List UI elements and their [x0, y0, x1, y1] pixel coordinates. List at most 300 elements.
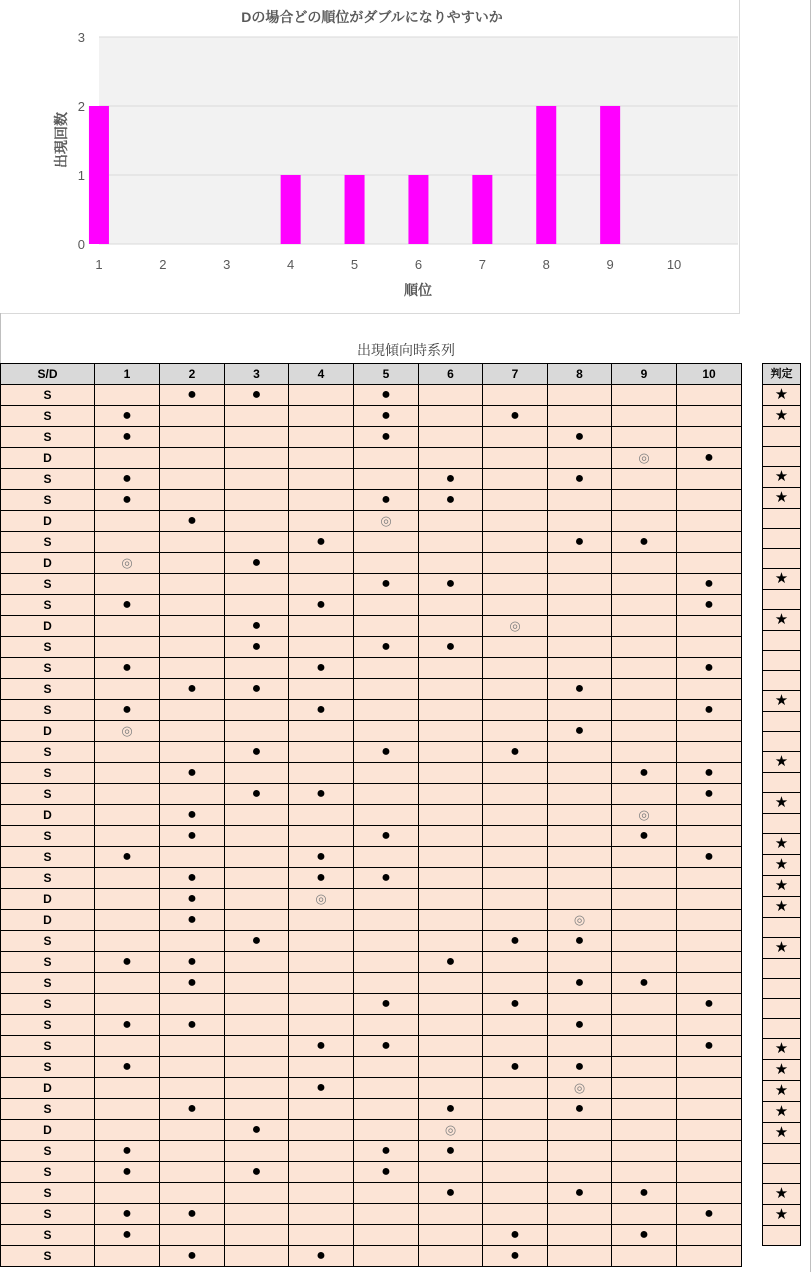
rank-cell: [548, 1246, 612, 1267]
rank-cell: [225, 973, 289, 994]
rank-cell: [548, 679, 612, 700]
rank-cell: [548, 763, 612, 784]
single-mark: ●: [122, 659, 132, 676]
rank-cell: [419, 742, 483, 763]
single-mark: ●: [122, 491, 132, 508]
rank-cell: [354, 847, 419, 868]
verdict-cell: ★: [763, 467, 801, 488]
rank-cell: [677, 427, 742, 448]
rank-cell: [612, 826, 677, 847]
header-rank-1: 1: [95, 364, 160, 385]
rank-cell: [289, 910, 354, 931]
single-mark: ●: [187, 806, 197, 823]
sd-cell: D: [1, 910, 95, 931]
table-row: [1, 973, 742, 994]
rank-cell: [95, 805, 160, 826]
verdict-cell: [763, 773, 801, 793]
rank-cell: [225, 931, 289, 952]
single-mark: ●: [381, 428, 391, 445]
rank-cell: [419, 658, 483, 679]
sd-cell: S: [1, 490, 95, 511]
rank-cell: [419, 994, 483, 1015]
rank-cell: [612, 637, 677, 658]
rank-cell: [95, 952, 160, 973]
rank-cell: [225, 1036, 289, 1057]
rank-cell: [548, 490, 612, 511]
header-sd: S/D: [1, 364, 95, 385]
rank-cell: [354, 721, 419, 742]
single-mark: ●: [187, 1205, 197, 1222]
rank-cell: [483, 910, 548, 931]
verdict-row: [763, 793, 801, 814]
rank-cell: [95, 763, 160, 784]
rank-cell: [160, 679, 225, 700]
verdict-row: [763, 959, 801, 979]
rank-cell: [677, 1225, 742, 1246]
single-mark: ●: [122, 428, 132, 445]
rank-cell: [95, 1141, 160, 1162]
rank-cell: [225, 385, 289, 406]
rank-cell: [483, 448, 548, 469]
single-mark: ●: [574, 932, 585, 949]
y-tick-label: 1: [77, 168, 85, 183]
rank-cell: [677, 1162, 742, 1183]
rank-cell: [160, 973, 225, 994]
rank-cell: [677, 784, 742, 805]
double-mark: ◎: [509, 618, 521, 633]
sd-cell: S: [1, 952, 95, 973]
verdict-cell: [763, 671, 801, 691]
rank-cell: [95, 658, 160, 679]
rank-cell: [548, 1120, 612, 1141]
rank-cell: [225, 406, 289, 427]
verdict-row: [763, 1144, 801, 1164]
verdict-row: [763, 509, 801, 529]
rank-cell: [677, 1204, 742, 1225]
rank-cell: [612, 1099, 677, 1120]
rank-cell: [483, 637, 548, 658]
rank-cell: [677, 952, 742, 973]
rank-cell: [483, 931, 548, 952]
single-mark: ●: [381, 638, 391, 655]
rank-cell: [419, 1204, 483, 1225]
rank-cell: [419, 868, 483, 889]
rank-cell: [483, 1162, 548, 1183]
verdict-row: [763, 1060, 801, 1081]
rank-cell: [95, 1204, 160, 1225]
single-mark: ●: [251, 743, 262, 760]
rank-cell: [548, 700, 612, 721]
rank-cell: [419, 700, 483, 721]
rank-cell: [289, 616, 354, 637]
verdict-row: [763, 1102, 801, 1123]
single-mark: ●: [445, 491, 456, 508]
single-mark: ●: [510, 1058, 520, 1075]
verdict-cell: [763, 590, 801, 610]
rank-cell: [548, 511, 612, 532]
table-row: [1, 616, 742, 637]
rank-cell: [483, 742, 548, 763]
rank-cell: [225, 742, 289, 763]
header-rank-8: 8: [548, 364, 612, 385]
rank-cell: [354, 616, 419, 637]
verdict-row: [763, 610, 801, 631]
rank-cell: [354, 826, 419, 847]
rank-cell: [225, 1078, 289, 1099]
rank-cell: [677, 406, 742, 427]
rank-cell: [289, 1204, 354, 1225]
rank-cell: [354, 1225, 419, 1246]
x-tick-label: 3: [223, 257, 231, 272]
single-mark: ●: [187, 1100, 197, 1117]
rank-cell: [95, 868, 160, 889]
rank-cell: [289, 1225, 354, 1246]
rank-cell: [160, 532, 225, 553]
table-row: [1, 721, 742, 742]
rank-cell: [289, 1099, 354, 1120]
sd-cell: S: [1, 574, 95, 595]
rank-cell: [548, 1162, 612, 1183]
rank-cell: [160, 1183, 225, 1204]
double-mark: ◎: [573, 1080, 586, 1095]
rank-cell: [95, 637, 160, 658]
rank-cell: [354, 994, 419, 1015]
rank-cell: [289, 1183, 354, 1204]
rank-cell: [289, 721, 354, 742]
rank-cell: [160, 1078, 225, 1099]
rank-cell: [548, 1204, 612, 1225]
rank-cell: [354, 1120, 419, 1141]
verdict-cell: ★: [763, 1205, 801, 1226]
single-mark: ●: [639, 1184, 649, 1201]
rank-cell: [354, 1015, 419, 1036]
rank-cell: [354, 553, 419, 574]
verdict-row: [763, 834, 801, 855]
rank-cell: [95, 553, 160, 574]
rank-cell: [483, 406, 548, 427]
table-row: [1, 847, 742, 868]
rank-cell: [225, 868, 289, 889]
x-tick-label: 4: [287, 257, 295, 272]
rank-cell: [160, 931, 225, 952]
rank-cell: [483, 1225, 548, 1246]
verdict-row: [763, 938, 801, 959]
rank-cell: [612, 1141, 677, 1162]
rank-cell: [160, 1057, 225, 1078]
verdict-row: [763, 752, 801, 773]
sd-cell: S: [1, 931, 95, 952]
header-rank-3: 3: [225, 364, 289, 385]
rank-cell: [225, 1120, 289, 1141]
verdict-cell: [763, 1144, 801, 1164]
rank-cell: [160, 595, 225, 616]
rank-cell: [289, 385, 354, 406]
rank-cell: [612, 469, 677, 490]
rank-cell: [483, 847, 548, 868]
rank-cell: [225, 469, 289, 490]
single-mark: ●: [251, 785, 262, 802]
rank-cell: [95, 1120, 160, 1141]
verdict-cell: [763, 1226, 801, 1246]
rank-cell: [225, 427, 289, 448]
rank-cell: [95, 721, 160, 742]
verdict-cell: [763, 427, 801, 447]
single-mark: ●: [704, 848, 714, 865]
rank-cell: [160, 805, 225, 826]
rank-cell: [677, 1120, 742, 1141]
single-mark: ●: [316, 533, 326, 550]
single-mark: ●: [122, 1016, 132, 1033]
rank-cell: [95, 742, 160, 763]
single-mark: ●: [704, 659, 714, 676]
rank-cell: [160, 868, 225, 889]
rank-cell: [95, 1078, 160, 1099]
rank-cell: [677, 553, 742, 574]
rank-cell: [483, 427, 548, 448]
header-rank-4: 4: [289, 364, 354, 385]
single-mark: ●: [381, 386, 391, 403]
table-row: [1, 805, 742, 826]
rank-cell: [95, 1015, 160, 1036]
single-mark: ●: [251, 617, 262, 634]
x-tick-label: 6: [414, 257, 423, 272]
rank-cell: [419, 469, 483, 490]
rank-cell: [483, 616, 548, 637]
verdict-row: [763, 427, 801, 447]
rank-cell: [612, 700, 677, 721]
verdict-row: [763, 1184, 801, 1205]
rank-cell: [354, 1246, 419, 1267]
sd-cell: D: [1, 553, 95, 574]
rank-cell: [160, 1204, 225, 1225]
header-rank-6: 6: [419, 364, 483, 385]
sd-cell: S: [1, 1015, 95, 1036]
single-mark: ●: [381, 743, 391, 760]
verdict-cell: ★: [763, 691, 801, 712]
rank-cell: [289, 553, 354, 574]
x-tick-label: 5: [350, 257, 359, 272]
chart-title: Dの場合どの順位がダブルになりやすいか: [241, 9, 503, 25]
rank-cell: [677, 448, 742, 469]
occurrence-table: [0, 363, 742, 1267]
sd-cell: D: [1, 448, 95, 469]
verdict-row: [763, 691, 801, 712]
single-mark: ●: [445, 1142, 456, 1159]
single-mark: ●: [639, 533, 649, 550]
rank-cell: [95, 427, 160, 448]
single-mark: ●: [122, 953, 132, 970]
table-row: [1, 784, 742, 805]
rank-cell: [548, 637, 612, 658]
table-row: [1, 574, 742, 595]
single-mark: ●: [187, 680, 197, 697]
rank-cell: [677, 1099, 742, 1120]
rank-cell: [548, 1015, 612, 1036]
table-row: [1, 763, 742, 784]
rank-cell: [354, 1204, 419, 1225]
verdict-row: [763, 1081, 801, 1102]
table-row: [1, 406, 742, 427]
rank-cell: [95, 1162, 160, 1183]
rank-cell: [483, 1036, 548, 1057]
rank-cell: [354, 574, 419, 595]
verdict-cell: ★: [763, 834, 801, 855]
rank-cell: [289, 637, 354, 658]
rank-cell: [160, 553, 225, 574]
rank-cell: [483, 1057, 548, 1078]
rank-cell: [548, 826, 612, 847]
rank-cell: [95, 889, 160, 910]
rank-cell: [225, 1246, 289, 1267]
table-row: [1, 1015, 742, 1036]
rank-cell: [548, 973, 612, 994]
rank-cell: [354, 637, 419, 658]
single-mark: ●: [704, 596, 714, 613]
rank-cell: [677, 742, 742, 763]
verdict-cell: [763, 1164, 801, 1184]
rank-cell: [548, 1141, 612, 1162]
rank-cell: [677, 511, 742, 532]
rank-cell: [95, 784, 160, 805]
single-mark: ●: [122, 1205, 132, 1222]
single-mark: ●: [187, 911, 197, 928]
single-mark: ●: [704, 785, 714, 802]
single-mark: ●: [510, 743, 520, 760]
single-mark: ●: [574, 470, 585, 487]
rank-cell: [612, 511, 677, 532]
double-mark: ◎: [380, 513, 392, 528]
rank-cell: [612, 868, 677, 889]
rank-cell: [354, 490, 419, 511]
single-mark: ●: [122, 470, 132, 487]
sd-cell: S: [1, 406, 95, 427]
rank-cell: [612, 1036, 677, 1057]
rank-cell: [677, 469, 742, 490]
rank-cell: [289, 784, 354, 805]
rank-cell: [548, 805, 612, 826]
rank-cell: [419, 1036, 483, 1057]
single-mark: ●: [381, 1037, 391, 1054]
single-mark: ●: [251, 638, 262, 655]
rank-cell: [483, 868, 548, 889]
rank-cell: [289, 700, 354, 721]
rank-cell: [160, 742, 225, 763]
verdict-row: [763, 979, 801, 999]
rank-cell: [289, 1246, 354, 1267]
rank-cell: [289, 1141, 354, 1162]
rank-cell: [289, 1120, 354, 1141]
rank-cell: [612, 721, 677, 742]
rank-cell: [160, 1141, 225, 1162]
rank-cell: [677, 385, 742, 406]
single-mark: ●: [445, 638, 456, 655]
rank-cell: [419, 721, 483, 742]
table-row: [1, 700, 742, 721]
rank-cell: [677, 826, 742, 847]
table-row: [1, 490, 742, 511]
rank-cell: [289, 532, 354, 553]
table-row: [1, 511, 742, 532]
rank-cell: [160, 616, 225, 637]
rank-cell: [354, 427, 419, 448]
rank-cell: [548, 427, 612, 448]
single-mark: ●: [122, 701, 132, 718]
rank-cell: [289, 763, 354, 784]
rank-cell: [483, 1120, 548, 1141]
rank-cell: [548, 448, 612, 469]
rank-cell: [419, 847, 483, 868]
single-mark: ●: [122, 596, 132, 613]
rank-cell: [548, 469, 612, 490]
rank-cell: [419, 1057, 483, 1078]
rank-cell: [160, 511, 225, 532]
sd-cell: S: [1, 469, 95, 490]
sd-cell: S: [1, 742, 95, 763]
rank-cell: [95, 847, 160, 868]
rank-cell: [160, 427, 225, 448]
sd-cell: D: [1, 889, 95, 910]
single-mark: ●: [251, 386, 262, 403]
single-mark: ●: [251, 554, 262, 571]
rank-cell: [483, 1015, 548, 1036]
rank-cell: [225, 700, 289, 721]
rank-cell: [160, 448, 225, 469]
single-mark: ●: [122, 1226, 132, 1243]
sd-cell: S: [1, 1099, 95, 1120]
rank-cell: [419, 1183, 483, 1204]
rank-cell: [289, 490, 354, 511]
rank-cell: [289, 826, 354, 847]
rank-cell: [289, 427, 354, 448]
sd-cell: S: [1, 427, 95, 448]
rank-cell: [612, 574, 677, 595]
verdict-cell: [763, 712, 801, 732]
rank-cell: [483, 1246, 548, 1267]
rank-cell: [95, 385, 160, 406]
verdict-row: [763, 671, 801, 691]
rank-cell: [483, 1183, 548, 1204]
table-row: [1, 469, 742, 490]
rank-cell: [483, 511, 548, 532]
table-row: [1, 952, 742, 973]
verdict-cell: ★: [763, 876, 801, 897]
single-mark: ●: [187, 974, 197, 991]
single-mark: ●: [316, 659, 326, 676]
rank-cell: [225, 574, 289, 595]
verdict-cell: ★: [763, 610, 801, 631]
single-mark: ●: [574, 1100, 585, 1117]
rank-cell: [483, 1141, 548, 1162]
rank-cell: [354, 385, 419, 406]
rank-cell: [548, 574, 612, 595]
rank-cell: [354, 931, 419, 952]
double-mark: ◎: [638, 807, 650, 822]
header-rank-9: 9: [612, 364, 677, 385]
single-mark: ●: [704, 1205, 714, 1222]
table-row: [1, 385, 742, 406]
rank-cell: [289, 931, 354, 952]
rank-cell: [419, 910, 483, 931]
rank-cell: [612, 1057, 677, 1078]
table-row: [1, 742, 742, 763]
single-mark: ●: [704, 575, 714, 592]
rank-cell: [160, 847, 225, 868]
rank-cell: [419, 490, 483, 511]
rank-cell: [419, 952, 483, 973]
rank-cell: [483, 1204, 548, 1225]
rank-cell: [95, 973, 160, 994]
verdict-row: [763, 1205, 801, 1226]
